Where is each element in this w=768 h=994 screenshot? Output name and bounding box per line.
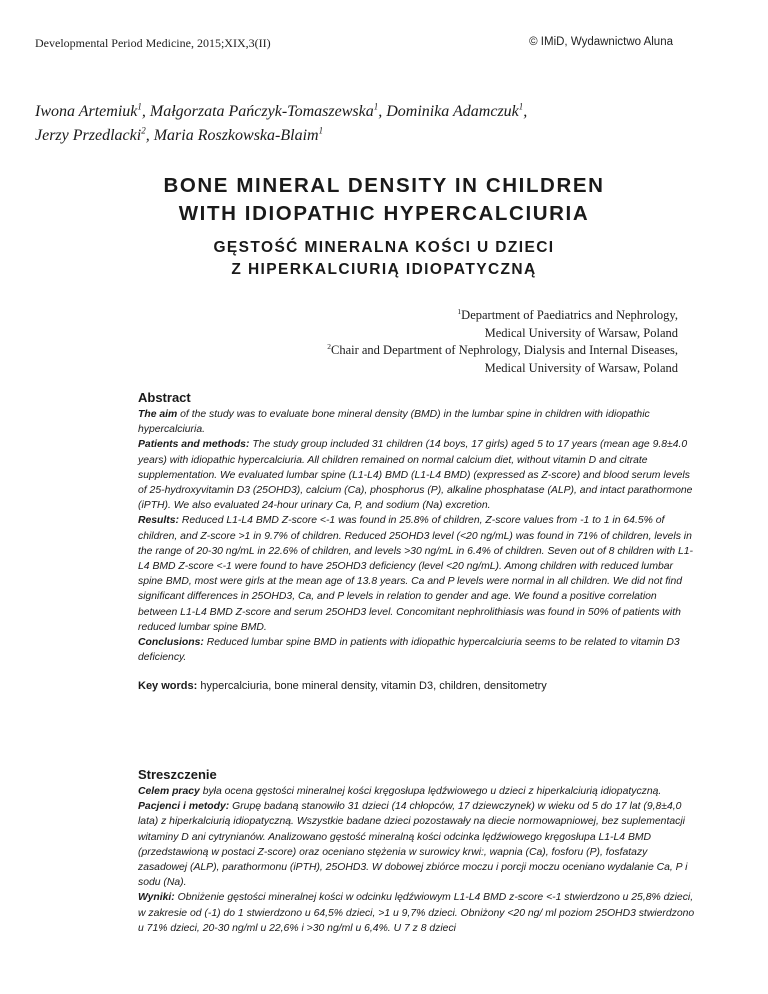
abstract-methods: Patients and methods: The study group included 31 children (14 boys, 17 girls) aged 5 to 17 years (mean age 9.8±4.0 years) with idiopathic hypercalciuria. All children remained on normal calcium diet, without vitamin D and citrate supplementation. We evaluated lumbar spine (L1-L4) BMD (L1-L4 BMD) (expressed as Z-score) and blood serum levels of 25-hydroxyvitamin D3 (25OHD3), calcium (Ca), phosphorus (P), alkaline phosphatase (ALP), and intact parathormone (iPTH). We also evaluated 24-hour urinary Ca, P, and sodium (Na) excretion. — [138, 439, 693, 512]
affiliation-line: Medical University of Warsaw, Poland — [484, 325, 678, 340]
abstract-section — [138, 389, 698, 694]
author-list: Iwona Artemiuk$^1$, Małgorzata Pańczyk-Tomaszewska$^1$, Dominika Adamczuk$^1$, Jerzy Przedlacki$^2$, Maria Roszkowska-Blaim$^1$ — [35, 101, 528, 144]
streszczenie-section — [138, 766, 698, 936]
subtitle-line: Z HIPERKALCIURIĄ IDIOPATYCZNĄ — [231, 261, 537, 278]
affiliation-line: Medical University of Warsaw, Poland — [484, 360, 678, 375]
abstract-aim: The aim of the study was to evaluate bone mineral density (BMD) in the lumbar spine in children with idiopathic hypercalciuria. — [138, 409, 650, 436]
author-name: Iwona Artemiuk — [35, 103, 138, 120]
affiliations — [327, 307, 678, 377]
author-name: Dominika Adamczuk — [386, 103, 519, 120]
streszczenie-heading: Streszczenie — [138, 767, 217, 782]
author-name: Maria Roszkowska-Blaim — [153, 127, 319, 144]
keywords: Key words: hypercalciuria, bone mineral density, vitamin D3, children, densitometry — [138, 680, 547, 693]
streszczenie-aim: Celem pracy była ocena gęstości mineralnej kości kręgosłupa lędźwiowego u dzieci z hiperkalciurią idiopatyczną. — [138, 786, 662, 797]
publisher-copyright: © IMiD, Wydawnictwo Aluna — [529, 36, 673, 48]
abstract-results: Results: Reduced L1-L4 BMD Z-score <-1 was found in 25.8% of children, Z-score values from -1 to 1 in 64.5% of children, and Z-score >1 in 9.7% of children. Reduced 25OHD3 level (<20 ng/mL) was found in 71% of children, levels in the range of 20-30 ng/mL in 22.6% of children, and levels >30 ng/mL in 6.4% of children. Seven out of 8 children with L1-L4 BMD Z-score <-1 were found to have 25OHD3 deficiency (level <20 ng/mL). Among children with reduced lumbar spine BMD, most were girls at the mean age of 13.8 years. Ca and P levels were normal in all children. We did not find significant differences in 25OHD3, Ca, and P levels in relation to gender and age. We found a positive correlation between L1-L4 BMD Z-score and serum 25OHD3 level. Concomitant nephrolithiasis was found in 50% of patients with reduced lumbar spine BMD. — [138, 515, 694, 633]
author-affiliation-mark: 1 — [518, 101, 524, 112]
journal-citation: Developmental Period Medicine, 2015;XIX,3(II) — [35, 36, 271, 50]
abstract-conclusions: Conclusions: Reduced lumbar spine BMD in patients with idiopathic hypercalciuria seems to be related to vitamin D3 deficiency. — [138, 637, 680, 664]
streszczenie-results: Wyniki: Obniżenie gęstości mineralnej kości w odcinku lędźwiowym L1-L4 BMD z-score <-1 stwierdzono u 25,8% dzieci, w zakresie od (-1) do 1 stwierdzono u 64,5% dzieci, >1 u 9,7% dzieci. Obniżony <20 ng/ ml poziom 25OHD3 stwierdzono u 71% dzieci, 20-30 ng/ml u 22,6% i >30 ng/ml u 6,4%. U 7 z 8 dzieci — [138, 892, 695, 934]
affiliation-line: $^1$Department of Paediatrics and Nephrology, — [457, 306, 678, 322]
author-name: Małgorzata Pańczyk-Tomaszewska — [149, 103, 374, 120]
article-title-polish — [0, 237, 768, 281]
subtitle-line: GĘSTOŚĆ MINERALNA KOŚCI U DZIECI — [213, 239, 555, 256]
author-affiliation-mark: 1 — [318, 125, 324, 136]
title-line: BONE MINERAL DENSITY IN CHILDREN — [163, 174, 605, 197]
affiliation-line: $^2$Chair and Department of Nephrology, Dialysis and Internal Diseases, — [327, 341, 678, 357]
title-line: WITH IDIOPATHIC HYPERCALCIURIA — [178, 202, 590, 225]
author-affiliation-mark: 2 — [141, 125, 146, 136]
abstract-heading: Abstract — [138, 390, 191, 405]
article-title — [0, 172, 768, 228]
streszczenie-methods: Pacjenci i metody: Grupę badaną stanowiło 31 dzieci (14 chłopców, 17 dziewczynek) w wieku od 5 do 17 lat (9,8±4,0 lata) z hiperkalciurią idiopatyczną. Wszystkie badane dzieci pozostawały na diecie normowapniowej, bez suplementacji witaminy D ani cytrynianów. Analizowano gęstość mineralną kości odcinka lędźwiowego kręgosłupa L1-L4 BMD (przedstawioną w postaci Z-score) oraz oceniano stężenia w surowicy krwi:, wapnia (Ca), fosforu (P), fosfatazy zasadowej (ALP), parathormonu (iPTH), 25OHD3. W dobowej zbiórce moczu i porcji moczu oceniano wydalanie Ca, P i sodu (Na). — [138, 801, 688, 889]
author-affiliation-mark: 1 — [137, 101, 142, 112]
author-name: Jerzy Przedlacki — [35, 127, 142, 144]
author-affiliation-mark: 1 — [373, 101, 379, 112]
